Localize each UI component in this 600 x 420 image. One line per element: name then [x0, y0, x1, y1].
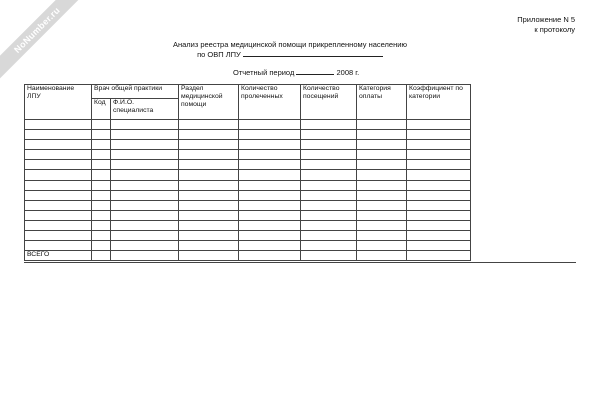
period-blank-field[interactable]	[296, 67, 334, 75]
cell[interactable]	[111, 160, 179, 170]
cell[interactable]	[179, 241, 239, 251]
cell[interactable]	[407, 150, 471, 160]
cell[interactable]	[25, 241, 92, 251]
cell[interactable]	[111, 140, 179, 150]
cell[interactable]	[239, 160, 301, 170]
cell[interactable]	[179, 160, 239, 170]
appendix-number: Приложение N 5	[517, 15, 575, 24]
cell[interactable]	[407, 130, 471, 140]
cell[interactable]	[92, 200, 111, 210]
separator-line	[24, 262, 576, 263]
cell[interactable]	[179, 251, 239, 261]
table-row	[25, 231, 471, 241]
cell[interactable]	[111, 220, 179, 230]
table-row	[25, 130, 471, 140]
cell[interactable]	[25, 160, 92, 170]
watermark: NoNumber.ru	[0, 0, 96, 89]
cell[interactable]	[179, 140, 239, 150]
cell[interactable]	[25, 231, 92, 241]
cell[interactable]	[407, 170, 471, 180]
cell[interactable]	[239, 200, 301, 210]
cell[interactable]	[25, 130, 92, 140]
cell[interactable]	[357, 220, 407, 230]
cell[interactable]	[301, 251, 357, 261]
cell[interactable]	[179, 220, 239, 230]
cell[interactable]	[92, 180, 111, 190]
cell[interactable]	[25, 170, 92, 180]
appendix-reference: к протоколу	[534, 24, 575, 34]
cell[interactable]	[407, 180, 471, 190]
cell[interactable]	[239, 170, 301, 180]
cell[interactable]	[301, 220, 357, 230]
total-row	[25, 251, 471, 261]
cell[interactable]	[92, 170, 111, 180]
period-label: Отчетный период	[233, 68, 295, 77]
cell[interactable]	[92, 120, 111, 130]
cell[interactable]	[301, 200, 357, 210]
cell[interactable]	[239, 251, 301, 261]
cell[interactable]	[301, 190, 357, 200]
subtitle-prefix: по ОВП ЛПУ	[197, 50, 241, 59]
reporting-period	[233, 67, 359, 77]
table-row	[25, 200, 471, 210]
cell[interactable]	[111, 180, 179, 190]
cell[interactable]	[111, 231, 179, 241]
header-visits: Количество посещений	[301, 85, 357, 120]
header-lpu-name: Наименование ЛПУ	[25, 85, 92, 120]
cell[interactable]	[179, 231, 239, 241]
cell[interactable]	[239, 241, 301, 251]
cell[interactable]	[92, 150, 111, 160]
cell[interactable]	[357, 231, 407, 241]
cell[interactable]	[239, 190, 301, 200]
cell[interactable]	[111, 130, 179, 140]
cell[interactable]	[407, 160, 471, 170]
cell[interactable]	[407, 120, 471, 130]
cell[interactable]	[239, 150, 301, 160]
cell[interactable]	[239, 140, 301, 150]
table-row	[25, 210, 471, 220]
cell[interactable]	[407, 251, 471, 261]
table-row	[25, 170, 471, 180]
cell[interactable]	[301, 170, 357, 180]
document-title: Анализ реестра медицинской помощи прикрепленному населению	[172, 40, 408, 49]
cell[interactable]	[301, 210, 357, 220]
cell[interactable]	[111, 150, 179, 160]
cell[interactable]	[301, 180, 357, 190]
cell[interactable]	[25, 120, 92, 130]
cell[interactable]	[357, 241, 407, 251]
cell[interactable]	[92, 251, 111, 261]
total-label: ВСЕГО	[25, 251, 92, 261]
table-row	[25, 160, 471, 170]
cell[interactable]	[301, 120, 357, 130]
cell[interactable]	[179, 200, 239, 210]
cell[interactable]	[407, 220, 471, 230]
header-treated: Количество пролеченных	[239, 85, 301, 120]
header-coefficient: Коэффициент по категории	[407, 85, 471, 120]
cell[interactable]	[357, 170, 407, 180]
cell[interactable]	[301, 140, 357, 150]
cell[interactable]	[111, 120, 179, 130]
cell[interactable]	[111, 170, 179, 180]
cell[interactable]	[179, 120, 239, 130]
header-specialist: Ф.И.О. специалиста	[111, 99, 179, 120]
cell[interactable]	[407, 210, 471, 220]
cell[interactable]	[25, 180, 92, 190]
cell[interactable]	[357, 160, 407, 170]
cell[interactable]	[301, 130, 357, 140]
cell[interactable]	[357, 200, 407, 210]
cell[interactable]	[301, 160, 357, 170]
cell[interactable]	[92, 140, 111, 150]
cell[interactable]	[111, 210, 179, 220]
cell[interactable]	[179, 210, 239, 220]
cell[interactable]	[407, 231, 471, 241]
cell[interactable]	[357, 180, 407, 190]
header-payment-category: Категория оплаты	[357, 85, 407, 120]
cell[interactable]	[301, 150, 357, 160]
cell[interactable]	[357, 140, 407, 150]
cell[interactable]	[407, 140, 471, 150]
cell[interactable]	[357, 251, 407, 261]
cell[interactable]	[25, 150, 92, 160]
cell[interactable]	[239, 120, 301, 130]
cell[interactable]	[111, 251, 179, 261]
cell[interactable]	[239, 220, 301, 230]
table-row	[25, 180, 471, 190]
period-year: 2008 г.	[336, 68, 360, 77]
cell[interactable]	[357, 190, 407, 200]
cell[interactable]	[92, 160, 111, 170]
cell[interactable]	[239, 180, 301, 190]
cell[interactable]	[25, 210, 92, 220]
document-subtitle	[140, 49, 440, 60]
appendix-note	[517, 15, 575, 34]
cell[interactable]	[179, 150, 239, 160]
table-row	[25, 220, 471, 230]
cell[interactable]	[301, 241, 357, 251]
registry-table	[24, 84, 471, 261]
cell[interactable]	[111, 200, 179, 210]
cell[interactable]	[25, 190, 92, 200]
cell[interactable]	[357, 150, 407, 160]
cell[interactable]	[407, 190, 471, 200]
cell[interactable]	[179, 130, 239, 140]
cell[interactable]	[239, 231, 301, 241]
cell[interactable]	[357, 120, 407, 130]
cell[interactable]	[357, 210, 407, 220]
cell[interactable]	[407, 200, 471, 210]
table-row	[25, 190, 471, 200]
cell[interactable]	[357, 130, 407, 140]
cell[interactable]	[25, 200, 92, 210]
cell[interactable]	[25, 220, 92, 230]
table-row	[25, 150, 471, 160]
table-row	[25, 120, 471, 130]
cell[interactable]	[92, 190, 111, 200]
table-row	[25, 140, 471, 150]
cell[interactable]	[111, 241, 179, 251]
cell[interactable]	[179, 170, 239, 180]
cell[interactable]	[92, 130, 111, 140]
cell[interactable]	[92, 220, 111, 230]
table-row	[25, 241, 471, 251]
cell[interactable]	[239, 130, 301, 140]
header-section: Раздел медицинской помощи	[179, 85, 239, 120]
cell[interactable]	[25, 140, 92, 150]
cell[interactable]	[301, 231, 357, 241]
cell[interactable]	[111, 190, 179, 200]
header-doctor-group: Врач общей практики	[92, 85, 179, 99]
cell[interactable]	[92, 231, 111, 241]
header-code: Код	[92, 99, 111, 120]
lpu-blank-field[interactable]	[243, 49, 383, 57]
cell[interactable]	[179, 190, 239, 200]
cell[interactable]	[239, 210, 301, 220]
cell[interactable]	[92, 241, 111, 251]
cell[interactable]	[179, 180, 239, 190]
cell[interactable]	[407, 241, 471, 251]
cell[interactable]	[92, 210, 111, 220]
